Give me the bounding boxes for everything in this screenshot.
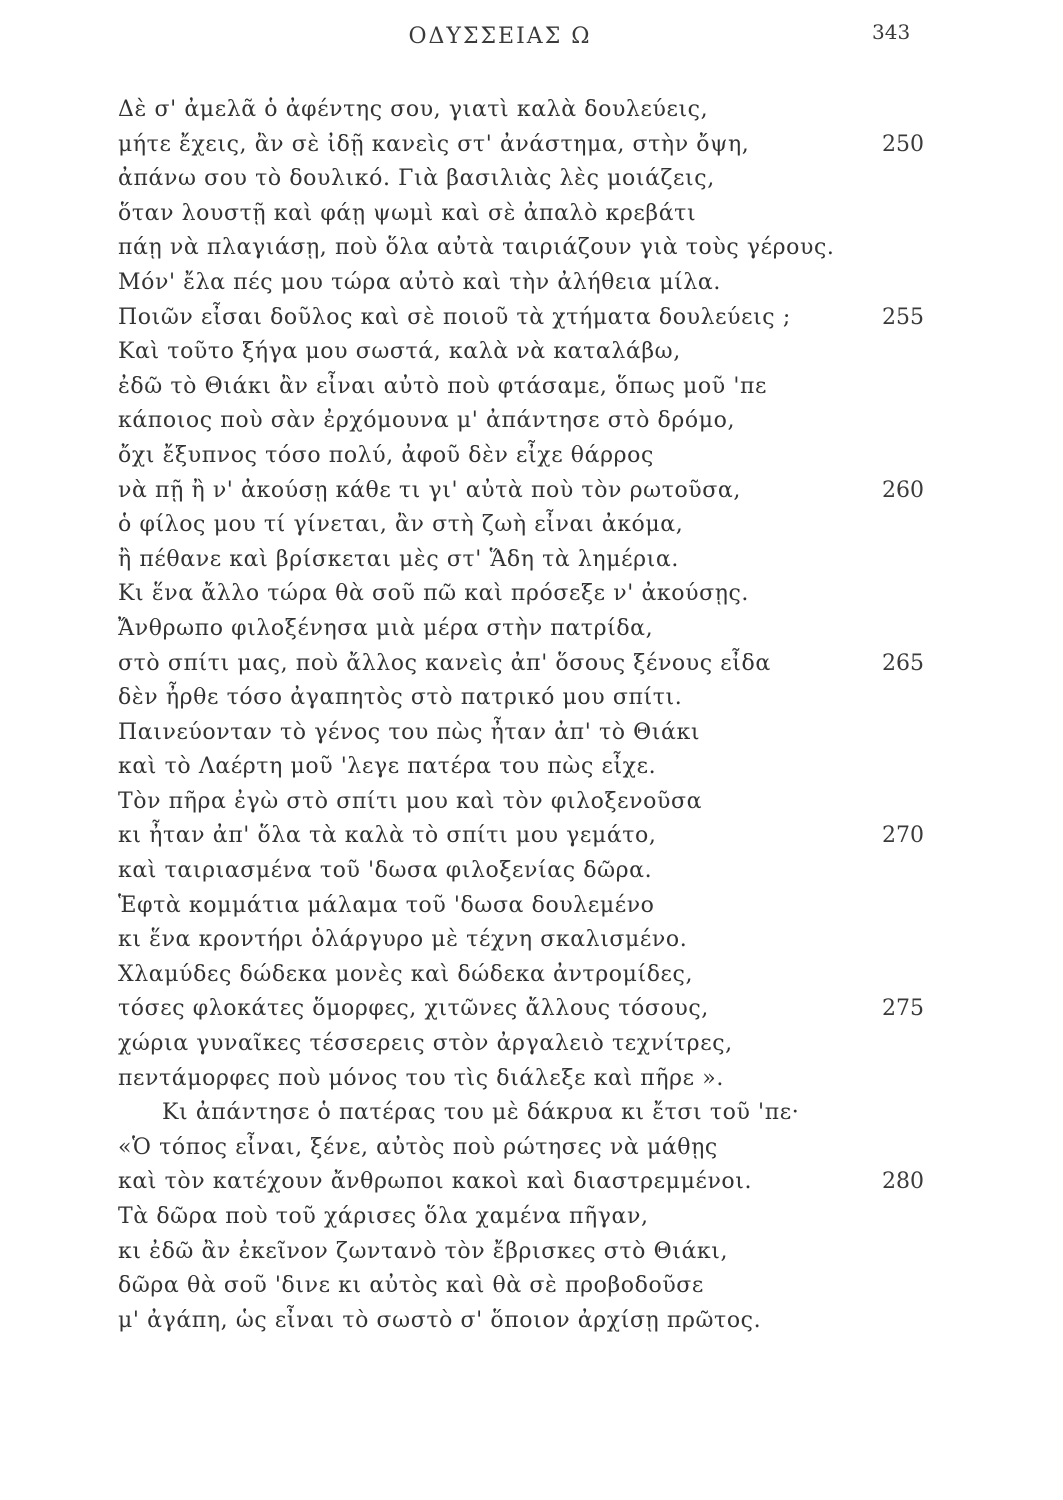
verse-text: ἐδῶ τὸ Θιάκι ἂν εἶναι αὐτὸ ποὺ φτάσαμε, ὅπως μοῦ 'πε (118, 373, 768, 399)
verse-line (118, 1062, 878, 1097)
verse-line (118, 854, 878, 889)
verse-text: πεντάμορφες ποὺ μόνος του τὶς διάλεξε καὶ πῆρε ». (118, 1065, 724, 1091)
verse-line (118, 335, 878, 370)
verse-line (118, 750, 878, 785)
verse-text: χώρια γυναῖκες τέσσερεις στὸν ἀργαλειὸ τεχνίτρες, (118, 1031, 733, 1057)
verse-line (118, 577, 878, 612)
verse-text: μήτε ἔχεις, ἂν σὲ ἰδῇ κανεὶς στ' ἀνάστημα, στὴν ὄψη, (118, 131, 750, 157)
verse-line (118, 266, 878, 301)
verse-text: νὰ πῇ ἢ ν' ἀκούσῃ κάθε τι γι' αὐτὰ ποὺ τὸν ρωτοῦσα, (118, 477, 741, 503)
verse-text: ὄχι ἔξυπνος τόσο πολύ, ἀφοῦ δὲν εἶχε θάρρος (118, 442, 654, 468)
verse-line (118, 370, 878, 405)
verse-line (118, 128, 924, 163)
verse-line (118, 647, 924, 682)
line-number: 270 (882, 823, 924, 849)
verse-text: ὅταν λουστῇ καὶ φάῃ ψωμὶ καὶ σὲ ἀπαλὸ κρεβάτι (118, 200, 697, 226)
page-number: 343 (872, 20, 911, 44)
verse-line (118, 231, 878, 266)
verse-line (118, 1165, 924, 1200)
verse-line (118, 162, 878, 197)
verse-line (118, 1027, 878, 1062)
verse-line (118, 1269, 878, 1304)
verse-text: μ' ἀγάπη, ὡς εἶναι τὸ σωστὸ σ' ὅποιον ἀρχίσῃ πρῶτος. (118, 1307, 762, 1333)
verse-line (118, 1131, 878, 1166)
verse-text: Μόν' ἔλα πές μου τώρα αὐτὸ καὶ τὴν ἀλήθεια μίλα. (118, 269, 721, 295)
verse-text: Κι ἕνα ἄλλο τώρα θὰ σοῦ πῶ καὶ πρόσεξε ν' ἀκούσῃς. (118, 581, 750, 607)
verse-line (118, 439, 878, 474)
verse-line (118, 889, 878, 924)
verse-line (118, 93, 878, 128)
verse-text: καὶ ταιριασμένα τοῦ 'δωσα φιλοξενίας δῶρα. (118, 858, 653, 884)
verse-line (118, 1200, 878, 1235)
verse-line (118, 301, 924, 336)
verse-text: Ἄνθρωπο φιλοξένησα μιὰ μέρα στὴν πατρίδα, (118, 615, 654, 641)
line-number: 260 (882, 477, 924, 503)
verse-text: κάποιος ποὺ σὰν ἐρχόμουνα μ' ἀπάντησε στὸ δρόμο, (118, 408, 736, 434)
verse-text: Ποιῶν εἶσαι δοῦλος καὶ σὲ ποιοῦ τὰ χτήματα δουλεύεις ; (118, 304, 791, 330)
line-number: 255 (882, 304, 924, 330)
line-number: 250 (882, 131, 924, 157)
verse-text: ἀπάνω σου τὸ δουλικό. Γιὰ βασιλιὰς λὲς μοιάζεις, (118, 166, 715, 192)
verse-text: Χλαμύδες δώδεκα μονὲς καὶ δώδεκα ἀντρομίδες, (118, 961, 694, 987)
verse-line (118, 474, 924, 509)
verse-line (118, 992, 924, 1027)
verse-text: «Ὁ τόπος εἶναι, ξένε, αὐτὸς ποὺ ρώτησες νὰ μάθῃς (118, 1134, 718, 1160)
verse-text: ἢ πέθανε καὶ βρίσκεται μὲς στ' Ἅδη τὰ λημέρια. (118, 546, 679, 572)
verse-text: δὲν ἦρθε τόσο ἀγαπητὸς στὸ πατρικό μου σπίτι. (118, 685, 683, 711)
verse-text: κι ἦταν ἀπ' ὅλα τὰ καλὰ τὸ σπίτι μου γεμάτο, (118, 823, 657, 849)
verse-text: Δὲ σ' ἀμελᾶ ὁ ἀφέντης σου, γιατὶ καλὰ δουλεύεις, (118, 97, 709, 122)
verse-line (118, 197, 878, 232)
verse-text: Τὰ δῶρα ποὺ τοῦ χάρισες ὅλα χαμένα πῆγαν, (118, 1204, 649, 1229)
verse-text: κι ἕνα κροντήρι ὁλάργυρο μὲ τέχνη σκαλισμένο. (118, 927, 688, 953)
verse-line (118, 508, 878, 543)
verse-text: ὁ φίλος μου τί γίνεται, ἂν στὴ ζωὴ εἶναι ἀκόμα, (118, 512, 684, 538)
verse-line (118, 716, 878, 751)
verse-text: καὶ τὸν κατέχουν ἄνθρωποι κακοὶ καὶ διαστρεμμένοι. (118, 1169, 753, 1195)
verse-text: Ἑφτὰ κομμάτια μάλαμα τοῦ 'δωσα δουλεμένο (118, 892, 655, 918)
verse-line (118, 1096, 878, 1131)
verse-text: δῶρα θὰ σοῦ 'δινε κι αὐτὸς καὶ θὰ σὲ προβοδοῦσε (118, 1273, 704, 1299)
line-number: 275 (882, 996, 924, 1022)
verse-line (118, 612, 878, 647)
verse-text: καὶ τὸ Λαέρτη μοῦ 'λεγε πατέρα του πὼς εἶχε. (118, 754, 657, 780)
verse-list (118, 93, 924, 1338)
verse-line (118, 543, 878, 578)
verse-line (118, 958, 878, 993)
verse-text: κι ἐδῶ ἂν ἐκεῖνον ζωντανὸ τὸν ἔβρισκες στὸ Θιάκι, (118, 1238, 729, 1264)
verse-line (118, 404, 878, 439)
verse-line (118, 1235, 878, 1270)
verse-line (118, 785, 878, 820)
verse-line (118, 819, 924, 854)
verse-text: Τὸν πῆρα ἐγὼ στὸ σπίτι μου καὶ τὸν φιλοξενοῦσα (118, 788, 703, 814)
line-number: 265 (882, 650, 924, 676)
verse-line (118, 923, 878, 958)
verse-text: πάῃ νὰ πλαγιάσῃ, ποὺ ὅλα αὐτὰ ταιριάζουν γιὰ τοὺς γέρους. (118, 235, 835, 261)
verse-text: Καὶ τοῦτο ξήγα μου σωστά, καλὰ νὰ καταλάβω, (118, 339, 681, 365)
verse-line (118, 681, 878, 716)
verse-text: στὸ σπίτι μας, ποὺ ἄλλος κανεὶς ἀπ' ὅσους ξένους εἶδα (118, 650, 771, 676)
verse-text: τόσες φλοκάτες ὅμορφες, χιτῶνες ἄλλους τόσους, (118, 996, 709, 1022)
verse-text: Παινεύονταν τὸ γένος του πὼς ἦταν ἀπ' τὸ Θιάκι (118, 719, 701, 745)
running-title: ΟΔΥΣΣΕΙΑΣ Ω (408, 24, 592, 49)
line-number: 280 (882, 1169, 924, 1195)
verse-line (118, 1304, 878, 1339)
verse-text: Κι ἀπάντησε ὁ πατέρας του μὲ δάκρυα κι ἔτσι τοῦ 'πε· (162, 1100, 800, 1126)
